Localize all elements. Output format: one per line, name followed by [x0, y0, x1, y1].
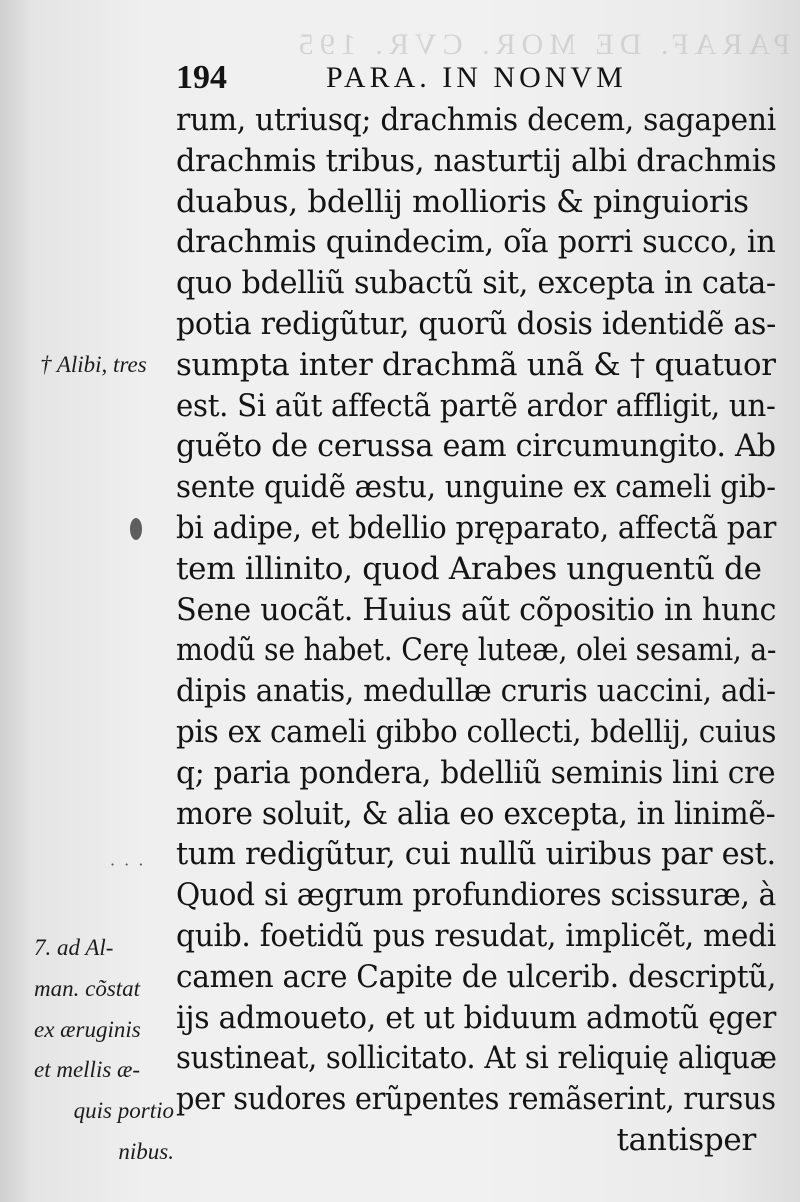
text-line: tem illinito, quod Arabes unguentũ de: [176, 550, 762, 587]
text-line: per sudores erũpentes remãserint, rursus: [176, 1081, 776, 1118]
text-line: drachmis quindecim, oĩa porri succo, in: [176, 224, 776, 261]
text-line: drachmis tribus, nasturtij albi drachmis: [176, 142, 777, 179]
ink-blot: [130, 518, 142, 540]
text-line: pis ex cameli gibbo collecti, bdellij, cuius: [176, 713, 777, 750]
running-head: [176, 56, 776, 100]
text-line: sumpta inter drachmã unã & † quatuor: [176, 346, 776, 383]
margin-note-alibi: † Alibi, tres: [40, 352, 147, 377]
text-line: duabus, bdellij mollioris & pinguioris: [176, 183, 749, 220]
text-line: quo bdelliũ subactũ sit, excepta in cata-: [176, 265, 776, 302]
margin-note-line: quis portio: [73, 1098, 174, 1124]
text-line: q; paria pondera, bdelliũ seminis lini cre: [176, 754, 776, 791]
catchword: tantisper: [616, 1121, 756, 1158]
text-line: ijs admoueto, et ut biduum admotũ ęger: [176, 999, 777, 1036]
text-line: guẽto de cerussa eam circumungito. Ab: [176, 428, 776, 465]
margin-note-line: ex æruginis: [34, 1016, 141, 1042]
text-line: more soluit, & alia eo excepta, in linimẽ-: [176, 795, 776, 832]
text-line: modũ se habet. Cerę luteæ, olei sesami, a-: [176, 632, 777, 669]
text-line: sustineat, sollicitato. At si reliquię aliquæ: [176, 1040, 777, 1077]
margin-note-line: 7. ad Al-: [34, 935, 114, 960]
text-line: tum redigũtur, cui nullũ uiribus par est.: [176, 836, 776, 873]
text-line: rum, utriusq; drachmis decem, sagapeni: [176, 102, 776, 138]
ink-speckles: · · ·: [110, 855, 146, 874]
margin-note-line: man. cõstat: [34, 975, 141, 1001]
text-line: bi adipe, et bdellio pręparato, affectã par: [176, 509, 777, 546]
text-line: quib. foetidũ pus resudat, implicẽt, medi: [176, 917, 777, 954]
text-line: Sene uocãt. Huius aũt cõpositio in hunc: [176, 591, 777, 628]
text-line: dipis anatis, medullæ cruris uaccini, adi-: [176, 673, 776, 710]
main-text-block: [176, 100, 776, 1161]
text-line: est. Si aũt affectã partẽ ardor affligit, un-: [176, 387, 776, 424]
bleed-through-text: PARAF. DE MOR. CVR. 195: [292, 28, 790, 61]
margin-note-line: et mellis æ-: [34, 1057, 141, 1083]
text-line: sente quidẽ æstu, unguine ex cameli gib-: [176, 469, 776, 506]
running-title: PARA. IN NONVM: [326, 61, 627, 94]
text-line: Quod si ægrum profundiores scissuræ, à: [176, 877, 776, 914]
margin-note-recipe: [34, 928, 174, 1173]
margin-note-line: nibus.: [118, 1138, 174, 1164]
text-line: potia redigũtur, quorũ dosis identidẽ as-: [176, 305, 776, 342]
text-line: camen acre Capite de ulcerib. descriptũ,: [176, 958, 777, 995]
page-number: 194: [176, 59, 227, 96]
